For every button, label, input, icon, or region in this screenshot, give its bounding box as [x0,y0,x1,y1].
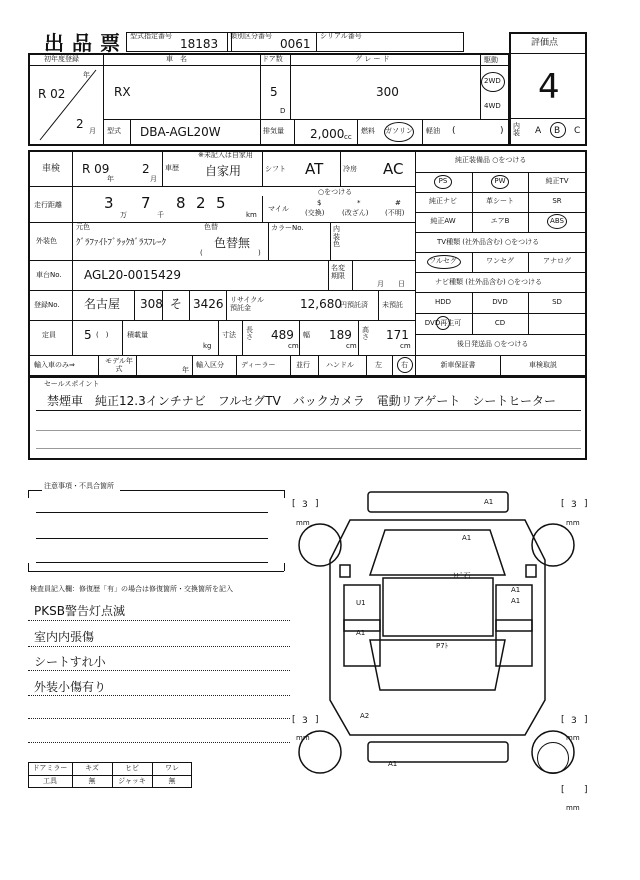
tire-spare-unit: mm [566,804,580,812]
tire-fl-open: [ [292,499,296,509]
length-label: 長さ [246,326,253,341]
inspector-line-2: 室内内張傷 [34,630,95,644]
spare-tire [537,742,569,774]
class-no-label: 類別区分番号 [230,32,272,40]
height: 171 [386,328,409,342]
import-dealer: ディーラー [241,361,276,369]
capacity-paren: ( ) [96,331,109,339]
later-warranty: 新車保証書 [440,361,476,369]
navi-hdd: HDD [434,298,452,306]
mark-left-front-door: U1 [356,599,366,607]
import-label: 輸入車のみ⇒ [34,361,75,369]
handle-right: 右 [401,361,408,369]
name-change-date: 月 日 [377,280,405,288]
history: 自家用 [205,164,242,178]
score-label: 評価点 [531,38,559,48]
history-label: 車歴 [165,164,179,172]
recycle-label: リサイクル預託金 [230,296,265,313]
registration-number: 3426 [193,297,224,311]
rear-bumper [368,742,508,762]
legend-header-mirror: ドアミラー [32,764,68,772]
navi-dvd: DVD [492,298,508,306]
inspector-label: 検査員記入欄：修復歴「有」の場合は修復箇所・交換箇所を記入 [30,585,233,593]
equip-abs: ABS [550,217,564,225]
tire-spare-open: [ [561,785,565,795]
inspector-line-4: 外装小傷有り [34,680,107,694]
tire-fl-close: ] [315,499,319,509]
mark-right-front: A1 [511,586,521,594]
windshield [370,530,505,575]
fuel-diesel: 軽油 [426,127,440,135]
chassis-label: 車台No. [36,271,62,279]
legend-header-scratch: キズ [85,764,99,772]
mark-left-rear: A2 [360,712,370,720]
equip-genuine-navi: 純正ナビ [429,197,457,205]
interior-b: B [554,126,561,136]
registration-kana: そ [170,297,183,311]
registration-label: 登録No. [34,301,60,309]
inspector-line-3: シートすれ小 [34,655,106,669]
navi-label: ナビ種類 (社外品含む) ○をつける [435,278,543,286]
class-no-value: 0061 [280,37,311,51]
width: 189 [329,328,352,342]
exchange-text: (交換) [305,209,325,217]
inspection-month-unit: 月 [150,175,157,183]
mark-windshield-chip: ﾄﾋﾞ石 [453,572,471,580]
fuel-other-close: ) [500,126,504,136]
equip-airbag: エアB [490,217,510,225]
legend-header-crack: ヒビ [125,764,139,772]
fuel-gasoline: ガソリン [385,127,413,135]
legend-tools: 工具 [43,777,57,785]
tire-spare-close: ] [584,785,588,795]
tire-rl-value: 3 [302,716,308,726]
mark-front-bumper: A1 [484,498,494,506]
width-unit: cm [346,342,357,350]
tv-label: TV種類 (社外品含む) ○をつける [437,238,540,246]
mileage-digit-1: 3 [104,194,114,212]
navi-cd: CD [494,319,506,327]
inspection-label: 車検 [42,164,61,174]
shift: AT [305,160,324,178]
right-mirror [526,565,536,577]
grade: 300 [376,85,399,99]
mark-hood: A1 [462,534,472,542]
name-change-label: 名変期限 [331,264,345,281]
inspection-year: R 09 [82,162,110,176]
exchange-symbol: $ [317,199,322,207]
recycle-unit: 円預託済 [340,301,368,309]
mark-left-rear-door: A1 [356,629,366,637]
tire-fr-close: ] [584,499,588,509]
tv-fullseg: フルセグ [429,257,457,265]
inspection-month: 2 [142,162,150,176]
unit-km: km [246,211,257,219]
body-outline [330,520,545,735]
dimensions-label: 寸法 [222,331,236,339]
grade-label: グ レ ー ド [355,55,390,63]
tv-analog: アナログ [543,257,571,265]
first-reg-label: 初年度登録 [44,55,79,63]
left-rear-door [344,620,380,666]
legend-jack: ジャッキ [118,777,146,785]
color-paren-close: ) [258,249,261,257]
model-year-label: モデル年式 [105,357,133,374]
handle-left: 左 [375,361,382,369]
tire-rr-unit: mm [566,734,580,742]
roof [383,578,493,636]
left-front-door [344,585,380,631]
import-parallel: 並行 [296,361,310,369]
mark-rear-bumper: A1 [388,760,398,768]
unit-man: 万 [120,211,127,219]
equip-pw: PW [494,177,506,185]
vehicle-type: DBA-AGL20W [140,125,221,139]
displacement: 2,000 [310,127,345,141]
mile-label: マイル [268,205,289,213]
mileage-digit-4: 2 [196,194,206,212]
recycle-amount: 12,680 [300,297,342,311]
history-note: ※未記入は自家用 [198,151,253,159]
recycle-unpaid: 未預託 [382,301,403,309]
door-type: D [280,107,286,115]
model-year-unit: 年 [182,366,189,374]
interior-c: C [574,126,581,136]
displacement-label: 排気量 [263,127,284,135]
sales-point-label: セールスポイント [44,380,100,388]
mileage-digit-2: 7 [141,194,151,212]
later-manual: 車検取説 [529,361,557,369]
unit-sen: 千 [157,211,164,219]
front-left-tire [299,524,341,566]
doors-label: ドア数 [262,55,283,63]
capacity-label: 定員 [42,331,56,339]
height-unit: cm [400,342,411,350]
fuel-label: 燃料 [361,127,375,135]
equip-ps: PS [438,177,448,185]
tire-rl-open: [ [292,715,296,725]
width-label: 幅 [303,331,310,339]
first-reg-year: R 02 [38,87,66,101]
mileage-digit-3: 8 [176,194,186,212]
mark-right-front-2: A1 [511,597,521,605]
shift-label: シフト [265,165,286,173]
legend-tools-value: 無 [88,777,96,785]
model-no-label: 型式指定番号 [130,32,172,40]
notes-label: 注意事項・不具合箇所 [44,482,114,490]
tire-fl-unit: mm [296,519,310,527]
mileage-label: 走行距離 [34,201,62,209]
original-color: ｸﾞﾗﾌｧｲﾄﾌﾞﾗｯｸｶﾞﾗｽﾌﾚｰｸ [76,238,167,248]
tire-fr-unit: mm [566,519,580,527]
legend-header-break: ワレ [165,764,179,772]
mark-roof: P7ﾄ [436,642,449,650]
load-unit: kg [203,342,212,350]
handle-label: ハンドル [326,361,354,369]
model-no-value: 18183 [180,37,219,51]
later-label: 後日発送品 ○をつける [457,340,529,348]
sales-point-text: 禁煙車 純正12.3インチナビ フルセグTV バックカメラ 電動リアゲート シートヒーター [47,394,556,408]
tire-rr-close: ] [584,715,588,725]
left-mirror [340,565,350,577]
genuine-label: 純正装備品 ○をつける [455,156,527,164]
import-class-label: 輸入区分 [196,361,224,369]
interior-a: A [535,126,542,136]
registration-area: 名古屋 [84,297,121,311]
cooler: AC [383,160,404,178]
tv-oneseg: ワンセグ [486,257,514,265]
car-name-label: 車 名 [166,55,187,63]
tire-rr-value: 3 [571,716,577,726]
tamper-text: (改ざん) [342,209,369,217]
drive-label: 駆動 [484,56,498,64]
legend-jack-value: 無 [168,777,176,785]
length-unit: cm [288,342,299,350]
equip-sr: SR [552,197,562,205]
color-paren-open: ( [200,249,203,257]
tire-rr-open: [ [561,715,565,725]
score-value: 4 [538,67,560,107]
equip-genuine-aw: 純正AW [430,217,456,225]
type-label: 型式 [107,127,121,135]
inspection-year-unit: 年 [107,175,114,183]
color-label: 外装色 [36,237,57,245]
original-color-label: 元色 [76,223,90,231]
tire-fl-value: 3 [302,500,308,510]
unknown-text: (不明) [385,209,405,217]
unknown-symbol: # [395,199,401,207]
equip-genuine-tv: 純正TV [545,177,569,185]
fuel-other-open: ( [452,126,456,136]
serial-label: シリアル番号 [320,32,362,40]
drive-2wd: 2WD [484,77,501,85]
chassis-no: AGL20-0015429 [84,268,182,282]
page-title: 出品票 [44,31,128,55]
tamper-symbol: * [357,199,361,207]
color-tone-label: 色替 [204,223,218,231]
mileage-digit-5: 5 [216,194,226,212]
tire-rl-close: ] [315,715,319,725]
capacity: 5 [84,328,92,342]
tire-fr-open: [ [561,499,565,509]
cooler-label: 冷房 [343,165,357,173]
navi-sd: SD [552,298,562,306]
length: 489 [271,328,294,342]
height-label: 高さ [362,326,369,341]
car-name: RX [114,85,131,99]
load-label: 積載量 [127,331,148,339]
first-reg-month: 2 [76,117,84,131]
equip-leather-seat: 革シート [486,197,514,205]
interior-label: 内装 [513,122,520,137]
registration-class: 308 [140,297,163,311]
interior-color-label: 内装色 [333,225,340,249]
first-reg-month-unit: 月 [89,127,96,135]
displacement-unit: cc [344,133,352,141]
mark-note: ○をつける [318,188,353,196]
color-change: 色替無 [214,236,251,250]
inspector-line-1: PKSB警告灯点滅 [34,604,125,618]
tire-rl-unit: mm [296,734,310,742]
doors: 5 [270,85,278,99]
navi-dvd-play: DVD再生可 [424,319,462,327]
tire-fr-value: 3 [571,500,577,510]
color-no-label: カラーNo. [271,224,304,232]
first-reg-year-unit: 年 [83,71,90,79]
drive-4wd: 4WD [484,102,501,110]
